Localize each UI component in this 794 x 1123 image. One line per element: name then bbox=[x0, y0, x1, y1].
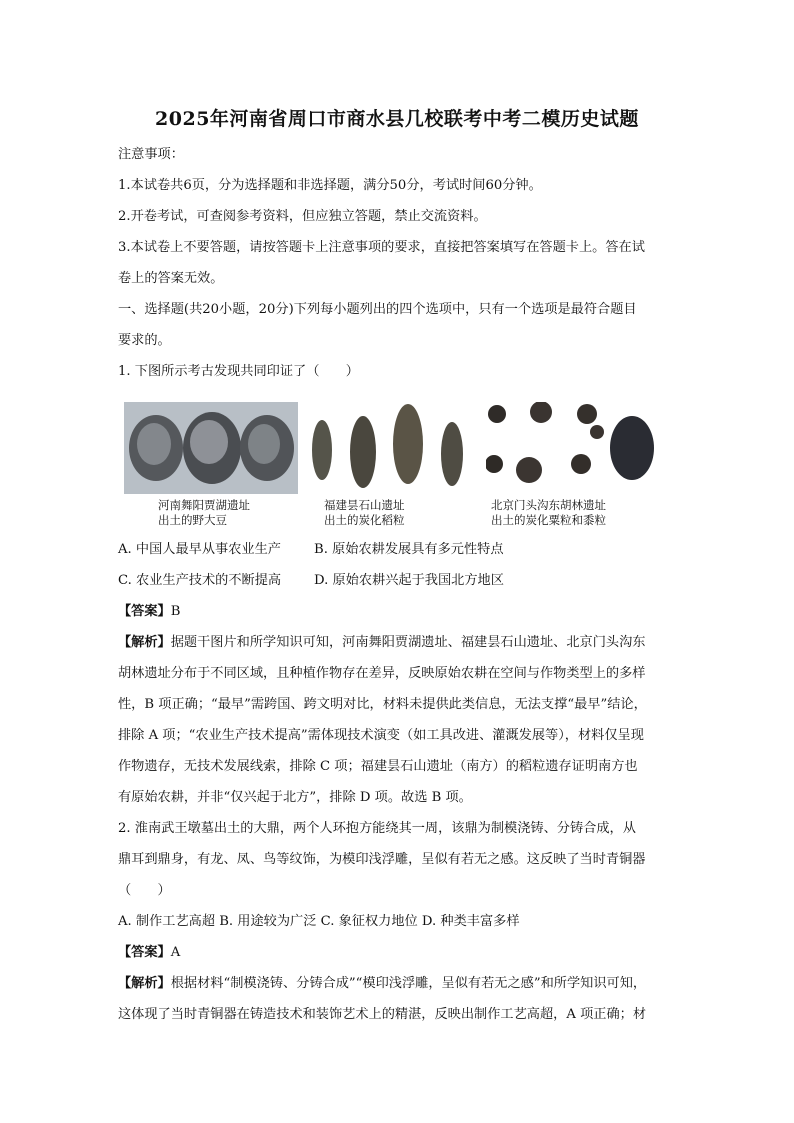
q2-answer bbox=[118, 946, 180, 959]
q1-answer-label: 【答案】 bbox=[118, 604, 171, 619]
notice-item-1: 1.本试卷共6页，分为选择题和非选择题，满分50分，考试时间60分钟。 bbox=[118, 178, 542, 193]
q1-answer bbox=[118, 605, 180, 618]
rice-grain-photo bbox=[308, 402, 472, 494]
soybean-photo bbox=[124, 402, 298, 494]
q2-analysis-1 bbox=[118, 977, 646, 990]
q1-figure bbox=[124, 402, 656, 532]
q1-analysis-6: 有原始农耕，并非“仅兴起于北方”，排除 D 项。故选 B 项。 bbox=[118, 790, 472, 805]
notice-item-3: 3.本试卷上不要答题，请按答题卡上注意事项的要求，直接把答案填写在答题卡上。答在试 bbox=[118, 240, 645, 255]
q1-option-a: A. 中国人最早从事农业生产 bbox=[118, 542, 281, 557]
caption-3-line-1: 北京门头沟东胡林遗址 bbox=[491, 498, 606, 512]
q1-analysis-label: 【解析】 bbox=[118, 635, 171, 650]
q1-analysis-2: 胡林遗址分布于不同区域，且种植作物存在差异，反映原始农耕在空间与作物类型上的多样 bbox=[118, 666, 646, 681]
q1-analysis-3: 性，B 项正确；“最早”需跨国、跨文明对比，材料未提供此类信息，无法支撑“最早”结论， bbox=[118, 697, 647, 712]
caption-3-line-2: 出土的炭化粟粒和黍粒 bbox=[491, 513, 606, 527]
q2-stem-1: 2. 淮南武王墩墓出土的大鼎，两个人环抱方能绕其一周，该鼎为制模浇铸、分铸合成，从 bbox=[118, 821, 636, 836]
q1-stem: 1. 下图所示考古发现共同印证了（ ） bbox=[118, 364, 359, 379]
q2-options: A. 制作工艺高超 B. 用途较为广泛 C. 象征权力地位 D. 种类丰富多样 bbox=[118, 914, 520, 929]
q2-answer-label: 【答案】 bbox=[118, 945, 171, 960]
q1-analysis-1 bbox=[118, 636, 646, 649]
notice-item-2: 2.开卷考试，可查阅参考资料，但应独立答题，禁止交流资料。 bbox=[118, 209, 487, 224]
q1-analysis-text-1: 据题干图片和所学知识可知，河南舞阳贾湖遗址、福建昙石山遗址、北京门头沟东 bbox=[170, 635, 646, 650]
section-heading-cont: 要求的。 bbox=[118, 333, 171, 348]
caption-2-line-1: 福建昙石山遗址 bbox=[324, 498, 405, 512]
q1-answer-value: B bbox=[170, 604, 181, 619]
caption-1-line-1: 河南舞阳贾湖遗址 bbox=[158, 498, 250, 512]
q1-option-d: D. 原始农耕兴起于我国北方地区 bbox=[314, 573, 504, 588]
notice-heading: 注意事项： bbox=[118, 147, 184, 162]
q1-analysis-5: 作物遗存，无技术发展线索，排除 C 项；福建昙石山遗址（南方）的稻粒遗存证明南方也 bbox=[118, 759, 638, 774]
caption-3 bbox=[491, 498, 606, 528]
q2-analysis-2: 这体现了当时青铜器在铸造技术和装饰艺术上的精湛，反映出制作工艺高超，A 项正确；材 bbox=[118, 1007, 647, 1022]
q2-analysis-label: 【解析】 bbox=[118, 976, 171, 991]
millet-photo bbox=[486, 402, 656, 494]
section-heading: 一、选择题(共20小题，20分)下列每小题列出的四个选项中，只有一个选项是最符合题目 bbox=[118, 302, 637, 317]
notice-item-3-cont: 卷上的答案无效。 bbox=[118, 271, 224, 286]
page-title: 2025年河南省周口市商水县几校联考中考二模历史试题 bbox=[155, 108, 639, 130]
q2-stem-2: 鼎耳到鼎身，有龙、凤、鸟等纹饰，为模印浅浮雕，呈似有若无之感。这反映了当时青铜器 bbox=[118, 852, 646, 867]
caption-2 bbox=[324, 498, 405, 528]
q1-option-c: C. 农业生产技术的不断提高 bbox=[118, 573, 282, 588]
q1-analysis-4: 排除 A 项；“农业生产技术提高”需体现技术演变（如工具改进、灌溉发展等），材料仅呈现 bbox=[118, 728, 644, 743]
caption-2-line-2: 出土的炭化稻粒 bbox=[324, 513, 405, 527]
caption-1-line-2: 出土的野大豆 bbox=[158, 513, 227, 527]
caption-1 bbox=[158, 498, 250, 528]
q2-analysis-text-1: 根据材料“制模浇铸、分铸合成”“模印浅浮雕，呈似有若无之感”和所学知识可知， bbox=[170, 976, 647, 991]
q1-option-b: B. 原始农耕发展具有多元性特点 bbox=[314, 542, 504, 557]
q2-answer-value: A bbox=[170, 945, 181, 960]
q2-stem-3: （ ） bbox=[118, 883, 171, 898]
